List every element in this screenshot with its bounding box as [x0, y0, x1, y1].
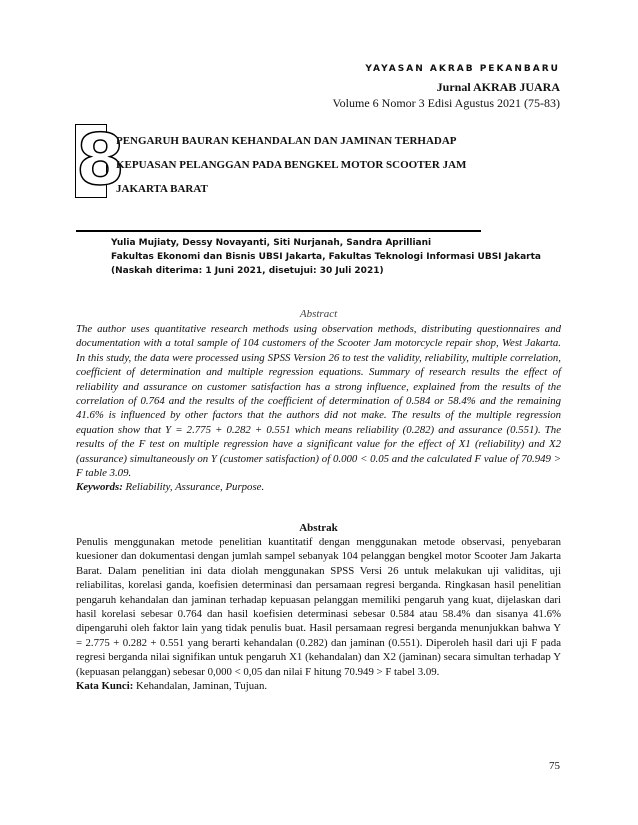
title-divider	[76, 230, 481, 232]
journal-volume: Volume 6 Nomor 3 Edisi Agustus 2021 (75-83)	[332, 96, 560, 110]
abstrak-heading: Abstrak	[299, 522, 338, 534]
title-line: JAKARTA BARAT	[116, 183, 208, 195]
page-number: 75	[549, 760, 560, 772]
title-line: PENGARUH BAURAN KEHANDALAN DAN JAMINAN TERHADAP	[116, 135, 457, 147]
article-title	[116, 129, 536, 201]
article-number-badge: 8	[76, 119, 125, 201]
abstrak-body: Penulis menggunakan metode penelitian kuantitatif dengan menggunakan metode observasi, penyebaran kuesioner dan dokumentasi dengan jumlah sampel sebanyak 104 pelanggan bengkel motor Scooter Jam Jakarta Barat. Dalam penelitian ini data diolah menggunakan SPSS Versi 26 untuk melakukan uji validitas, uji reliabilitas, korelasi ganda, koefisien determinasi dan persamaan regresi berganda. Ringkasan hasil penelitian pengaruh kehandalan dan jaminan terhadap kepuasan pelanggan memiliki pengaruh yang kuat, dijelaskan dari hasil korelasi sebesar 0.764 dan hasil koefisien determinasi sebesar 0.584 atau 58.4% dan sisanya 41.6% dipengaruhi oleh faktor lain yang tidak penulis buat. Hasil persamaan regresi berganda menunjukkan bahwa Y = 2.775 + 0.282 + 0.551 yang berarti kehandalan (0.282) dan jaminan (0.551). Diperoleh hasil dari uji F pada regresi berganda nilai signifikan untuk pengaruh X1 (kehandalan) dan X2 (jaminan) secara simultan terhadap Y (kepuasan pelanggan) sebesar 0,000 < 0,05 dan nilai F hitung 70.949 > F tabel 3.09.	[76, 536, 561, 678]
abstrak-section	[76, 535, 561, 693]
author-block	[111, 236, 551, 278]
journal-publisher: YAYASAN AKRAB PEKANBARU	[365, 64, 560, 74]
author-affiliation: Fakultas Ekonomi dan Bisnis UBSI Jakarta, Fakultas Teknologi Informasi UBSI Jakarta	[111, 252, 541, 262]
kata-kunci-text: Kehandalan, Jaminan, Tujuan.	[133, 680, 268, 693]
author-names: Yulia Mujiaty, Dessy Novayanti, Siti Nurjanah, Sandra Aprilliani	[111, 238, 432, 248]
abstract-section	[76, 322, 561, 495]
abstract-body: The author uses quantitative research methods using observation methods, distributing questionnaires and documentation with a total sample of 104 customers of the Scooter Jam motorcycle repair shop, West Jakarta. In this study, the data were processed using SPSS Version 26 to test the validity, reliability, multiple correlation, coefficient of determination and multiple regression equations. Summary of research results the effect of reliability and assurance on customer satisfaction has a strong influence, explained from the results of the correlation of 0.764 and the results of the coefficient of determination of 0.584 or 58.4% and the remaining 41.6% is influenced by other factors that the authors did not make. The results of the multiple regression equation show that Y = 2.775 + 0.282 + 0.551 which means reliability (0.282) and assurance (0.551). The results of the F test on multiple regression have a significant value for the effect of X1 (reliability) and X2 (assurance) simultaneously on Y (customer satisfaction) of 0.000 < 0.05 and the calculated F value of 70.949 > F table 3.09.	[76, 323, 561, 480]
journal-name: Jurnal AKRAB JUARA	[436, 80, 560, 94]
keywords-text: Reliability, Assurance, Purpose.	[122, 481, 265, 494]
abstract-heading: Abstract	[299, 308, 338, 320]
submission-dates: (Naskah diterima: 1 Juni 2021, disetujui: 30 Juli 2021)	[111, 266, 384, 276]
keywords-label: Keywords:	[76, 481, 123, 494]
title-line: KEPUASAN PELANGGAN PADA BENGKEL MOTOR SCOOTER JAM	[116, 159, 467, 171]
kata-kunci-label: Kata Kunci:	[76, 680, 134, 693]
